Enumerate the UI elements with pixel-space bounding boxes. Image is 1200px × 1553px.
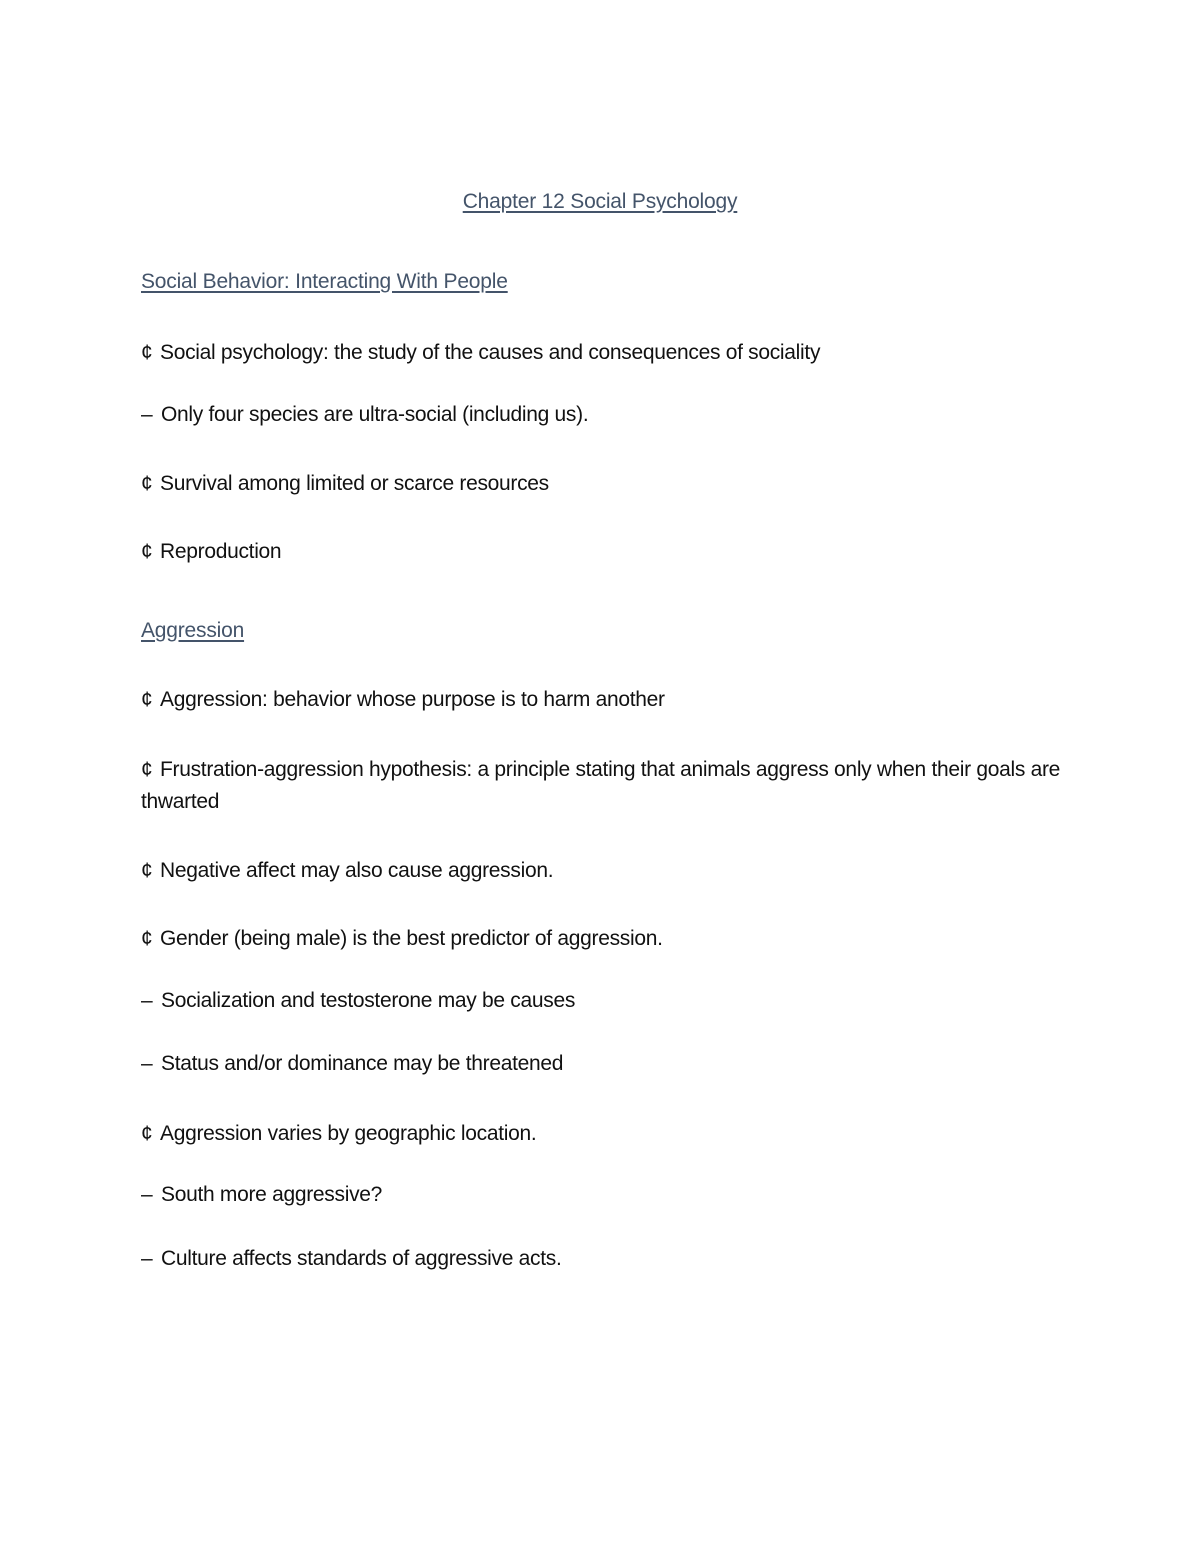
list-item-text: Survival among limited or scarce resources xyxy=(160,472,549,495)
list-item xyxy=(141,536,1061,568)
list-item xyxy=(141,468,1061,500)
list-item xyxy=(141,684,1061,716)
bullet-marker: ¢ xyxy=(141,758,153,781)
list-item-text: Aggression: behavior whose purpose is to harm another xyxy=(160,688,665,711)
list-item-text: Aggression varies by geographic location. xyxy=(160,1122,537,1145)
list-item xyxy=(141,985,1061,1017)
dash-marker: – xyxy=(141,403,153,426)
list-item xyxy=(141,1179,1061,1211)
list-item xyxy=(141,1118,1061,1150)
list-item-text: Gender (being male) is the best predictor of aggression. xyxy=(160,927,663,950)
list-item-text: Negative affect may also cause aggression. xyxy=(160,859,554,882)
list-item-text: Reproduction xyxy=(160,540,282,563)
list-item-text: South more aggressive? xyxy=(161,1183,383,1206)
list-item-text: Culture affects standards of aggressive acts. xyxy=(161,1247,562,1270)
list-item xyxy=(141,923,1061,955)
list-item-text: Social psychology: the study of the causes and consequences of sociality xyxy=(160,341,821,364)
list-item-text: Status and/or dominance may be threatened xyxy=(161,1052,564,1075)
bullet-marker: ¢ xyxy=(141,688,153,711)
list-item xyxy=(141,754,1061,818)
list-item xyxy=(141,1048,1061,1080)
list-item-text: Only four species are ultra-social (including us). xyxy=(161,403,589,426)
list-item-text: Socialization and testosterone may be causes xyxy=(161,989,576,1012)
list-item xyxy=(141,337,1061,369)
bullet-marker: ¢ xyxy=(141,540,153,563)
bullet-marker: ¢ xyxy=(141,472,153,495)
bullet-marker: ¢ xyxy=(141,1122,153,1145)
section-heading-social-behavior: Social Behavior: Interacting With People xyxy=(141,270,508,293)
dash-marker: – xyxy=(141,1052,153,1075)
dash-marker: – xyxy=(141,989,153,1012)
page-title: Chapter 12 Social Psychology xyxy=(462,190,738,213)
bullet-marker: ¢ xyxy=(141,927,153,950)
bullet-marker: ¢ xyxy=(141,859,153,882)
section-heading-aggression: Aggression xyxy=(141,619,245,642)
list-item xyxy=(141,855,1061,887)
list-item xyxy=(141,1243,1061,1275)
bullet-marker: ¢ xyxy=(141,341,153,364)
dash-marker: – xyxy=(141,1247,153,1270)
list-item xyxy=(141,399,1061,431)
dash-marker: – xyxy=(141,1183,153,1206)
list-item-text: Frustration-aggression hypothesis: a principle stating that animals aggress only when their goals are thwarted xyxy=(141,758,1061,813)
